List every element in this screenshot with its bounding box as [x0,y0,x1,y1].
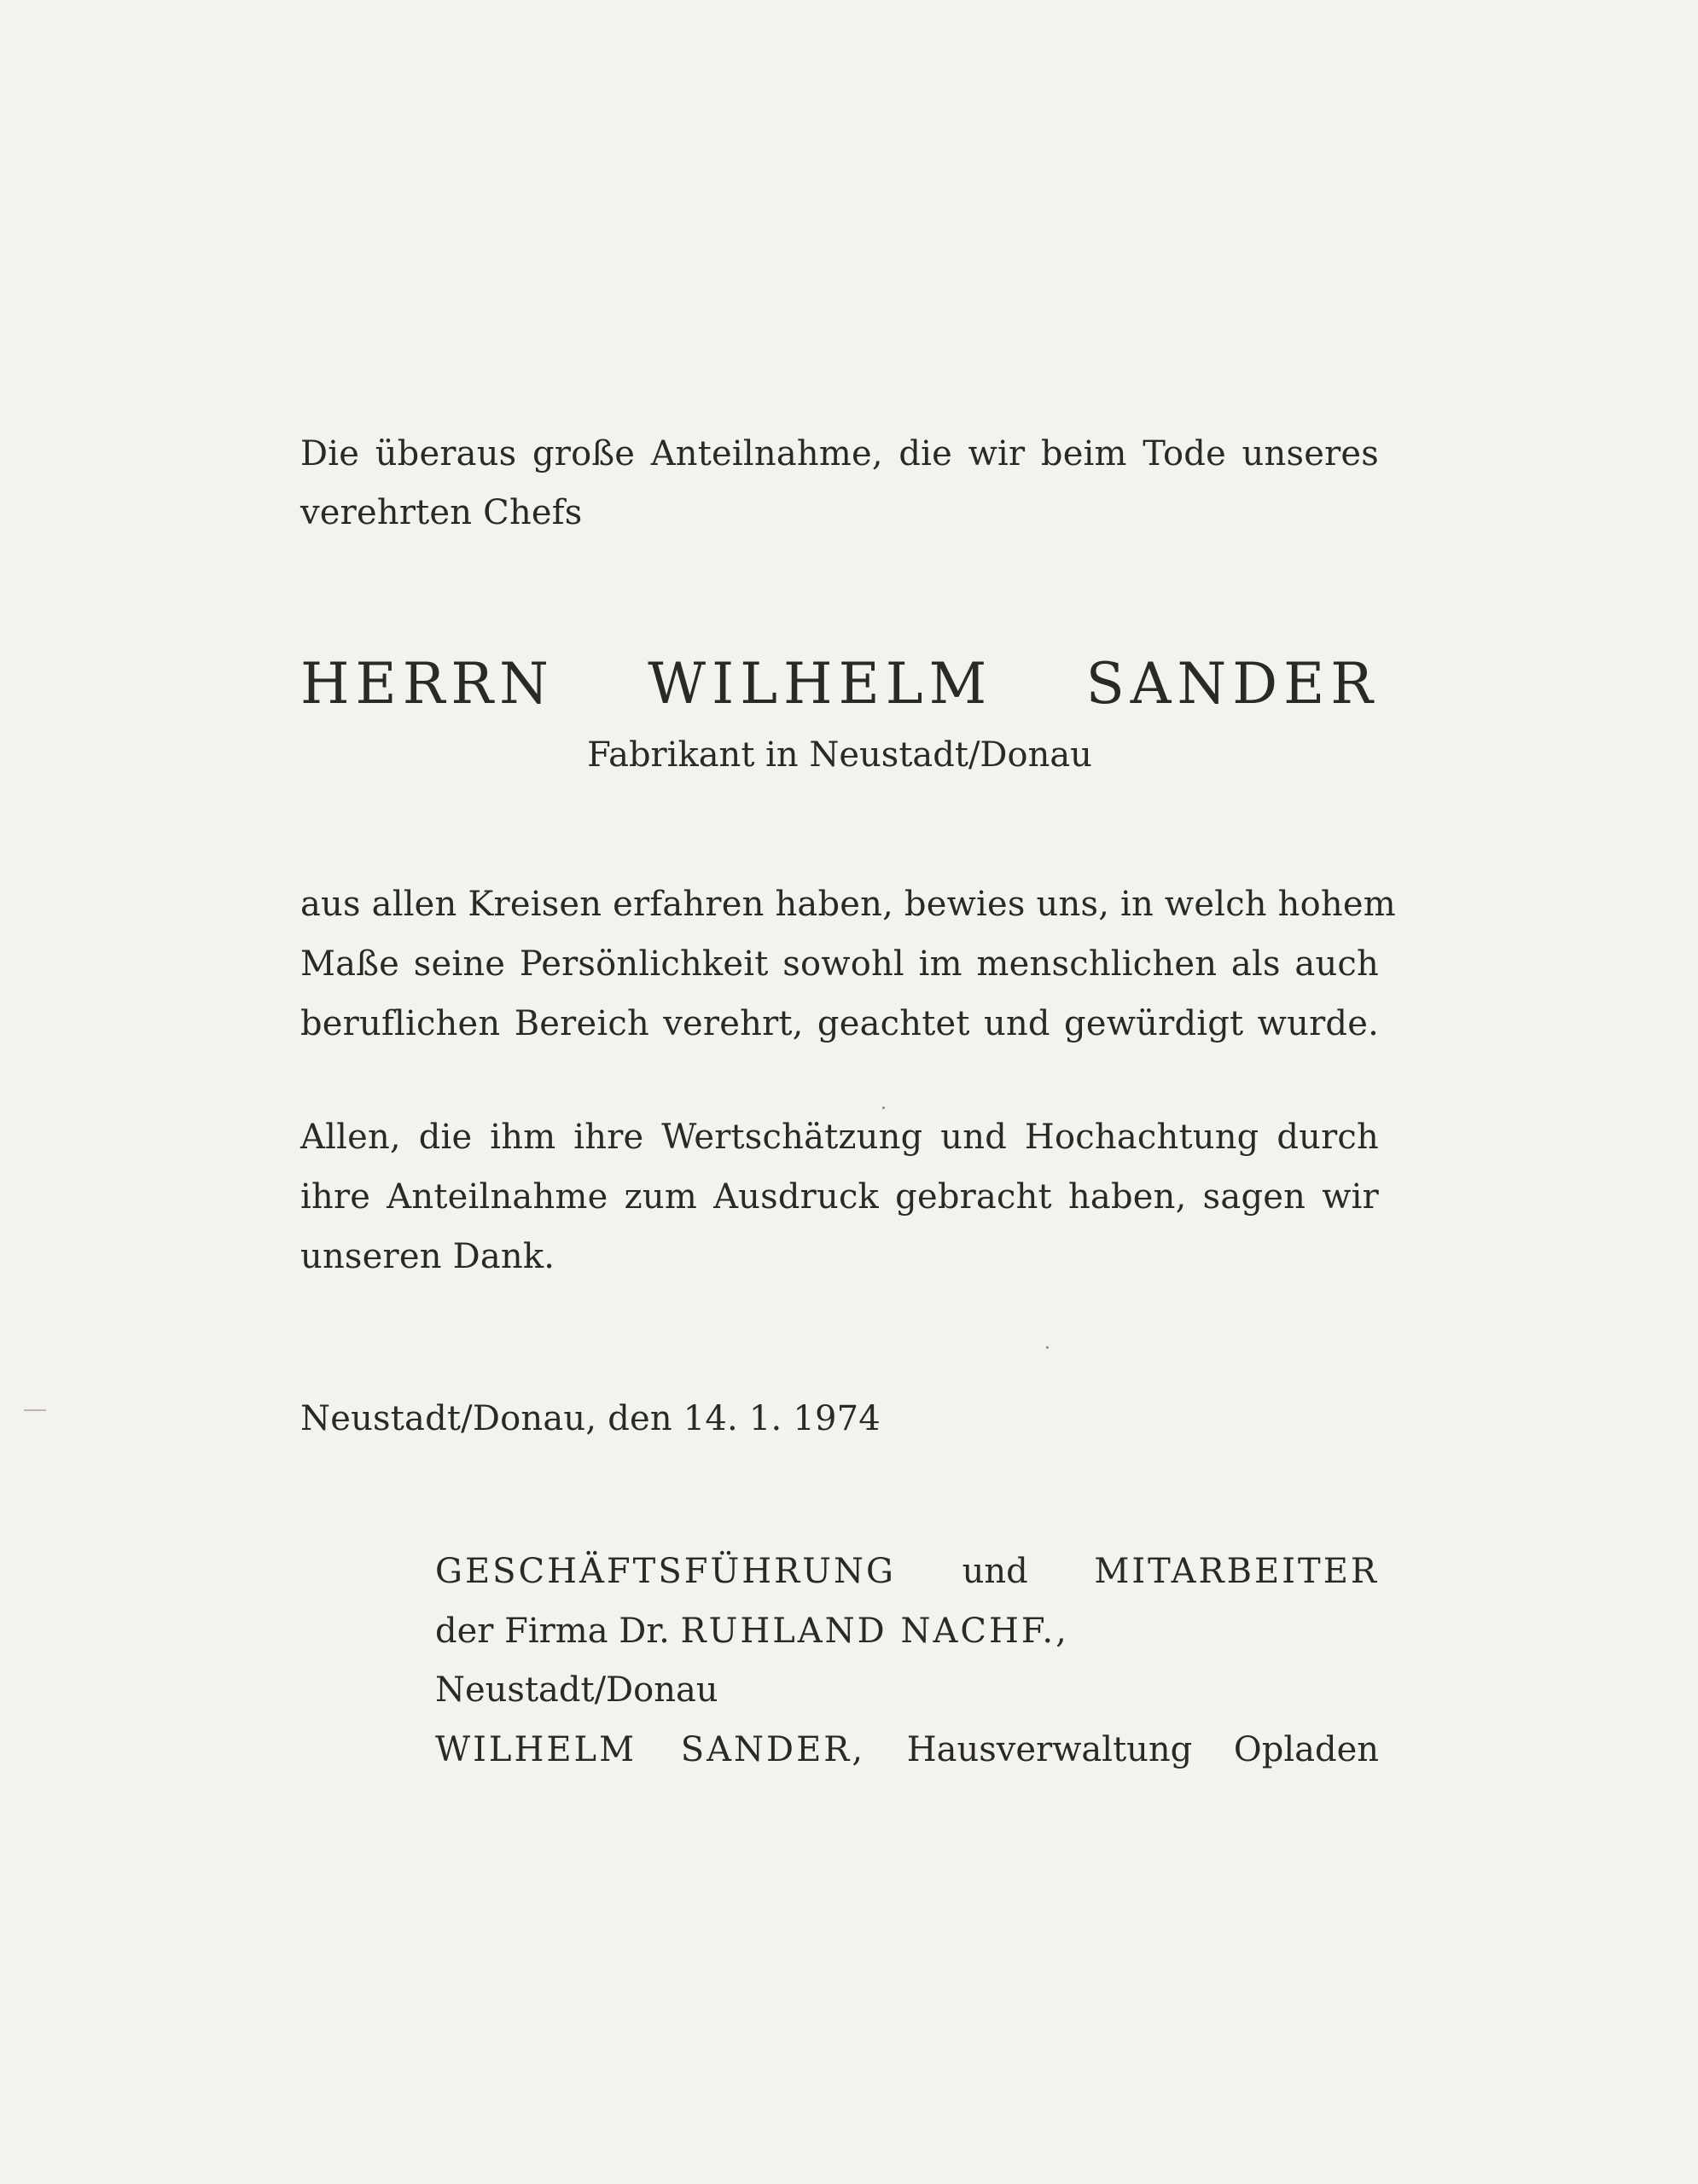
paragraph2-line-1: Allen, die ihm ihre Wertschätzung und Hochachtung durch [300,1118,1379,1157]
place-date: Neustadt/Donau, den 14. 1. 1974 [300,1399,881,1438]
paragraph2-line-3: unseren Dank. [300,1237,555,1276]
signature-line-3: Neustadt/Donau [435,1670,718,1710]
paper-speck [1046,1346,1049,1349]
signature-property-management: Hausverwaltung Opladen [906,1730,1379,1769]
signature-staff: MITARBEITER [1094,1552,1380,1591]
signature-and: und [962,1552,1028,1591]
deceased-role: Fabrikant in Neustadt/Donau [587,735,1092,775]
paragraph1-line-3: beruflichen Bereich verehrt, geachtet und gewürdigt wurde. [300,1004,1379,1043]
paragraph2-line-2: ihre Anteilnahme zum Ausdruck gebracht haben, sagen wir [300,1177,1379,1217]
deceased-name: HERRN WILHELM SANDER [300,651,1379,717]
signature-line-4 [435,1720,1379,1780]
signature-line-1 [435,1542,1379,1601]
signature-firm-prefix: der Firma Dr. [435,1612,670,1651]
signature-person: WILHELM SANDER, [435,1730,866,1769]
paragraph1-line-2: Maße seine Persönlichkeit sowohl im menschlichen als auch [300,944,1379,984]
paper-edge-mark [24,1409,46,1411]
intro-line-2: verehrten Chefs [300,493,583,532]
signature-firm-name: RUHLAND NACHF., [680,1612,1069,1651]
signature-line-2 [435,1601,1379,1661]
intro-line-1: Die überaus große Anteilnahme, die wir beim Tode unseres [300,434,1379,473]
signature-management: GESCHÄFTSFÜHRUNG [435,1552,896,1591]
paragraph1-line-1: aus allen Kreisen erfahren haben, bewies uns, in welch hohem [300,885,1396,924]
